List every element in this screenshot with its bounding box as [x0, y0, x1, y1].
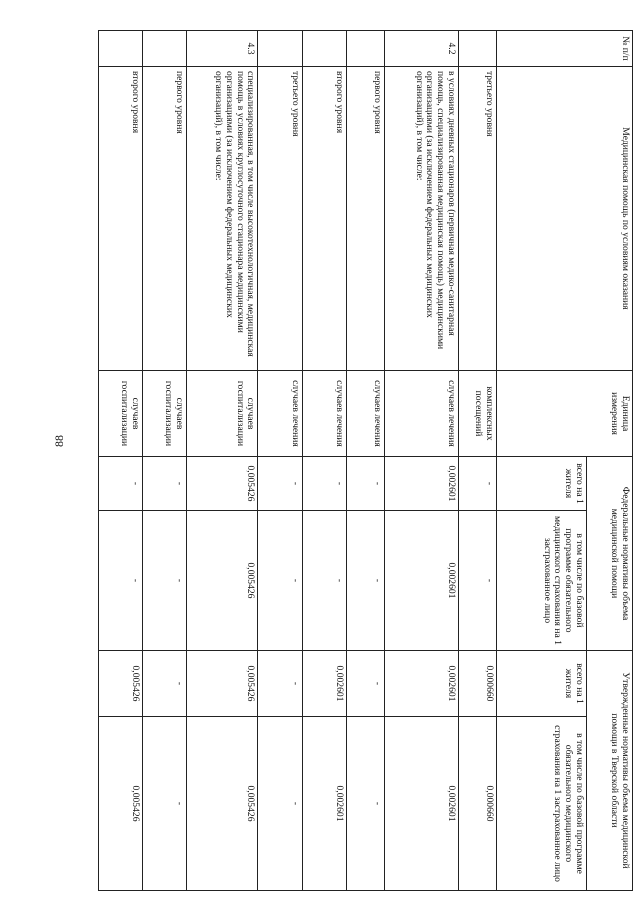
table-row: [143, 31, 187, 891]
table-row: [302, 31, 346, 891]
row-federal-oms: -: [302, 511, 346, 651]
table-row: [187, 31, 258, 891]
subheader-approved-oms: в том числе по базовой программе обязательного медицинского страхования на 1 застрахованное лицо: [496, 717, 586, 891]
row-approved-oms: -: [143, 717, 187, 891]
header-federal: Федеральные нормативы объема медицинской помощи: [586, 457, 632, 651]
norms-table: [98, 30, 633, 891]
row-federal-total: 0,002601: [385, 457, 458, 511]
row-federal-total: 0,005426: [187, 457, 258, 511]
row-approved-total: 0,002601: [302, 651, 346, 717]
table-row: [99, 31, 143, 891]
row-unit: случаев лечения: [258, 371, 302, 457]
row-name: в условиях дневных стационаров (первичная медико-санитарная помощь, специализированная медицинская помощь) медицинскими организациями (за исключением федеральных медицинских организаций), в том числе:: [385, 67, 458, 371]
row-federal-oms: -: [258, 511, 302, 651]
row-federal-total: -: [99, 457, 143, 511]
row-name: специализированная, в том числе высокотехнологичная, медицинская помощь в условиях круглосуточного стационара медицинскими организациями (за исключением федеральных медицинских организаций), в том числе:: [187, 67, 258, 371]
row-federal-oms: -: [346, 511, 385, 651]
row-approved-oms: 0,005426: [99, 717, 143, 891]
row-approved-oms: 0,000660: [458, 717, 496, 891]
subheader-federal-total: всего на 1 жителя: [496, 457, 586, 511]
row-approved-total: -: [346, 651, 385, 717]
row-approved-oms: 0,005426: [187, 717, 258, 891]
header-name: Медицинская помощь по условиям оказания: [496, 67, 632, 371]
row-federal-oms: -: [99, 511, 143, 651]
row-federal-oms: 0,005426: [187, 511, 258, 651]
row-name: третьего уровня: [458, 67, 496, 371]
row-unit: случаев госпитализации: [187, 371, 258, 457]
row-approved-total: 0,005426: [99, 651, 143, 717]
row-number: [143, 31, 187, 67]
row-federal-oms: -: [143, 511, 187, 651]
row-name: второго уровня: [99, 67, 143, 371]
row-number: [258, 31, 302, 67]
row-approved-total: -: [258, 651, 302, 717]
row-number: [346, 31, 385, 67]
row-number: [458, 31, 496, 67]
row-number: [302, 31, 346, 67]
table-row: [346, 31, 385, 891]
table-row: [385, 31, 458, 891]
row-federal-total: -: [258, 457, 302, 511]
row-federal-total: -: [346, 457, 385, 511]
row-number: 4.3: [187, 31, 258, 67]
rotated-table-container: [98, 30, 633, 890]
row-approved-total: 0,005426: [187, 651, 258, 717]
row-unit: случаев лечения: [346, 371, 385, 457]
row-name: первого уровня: [346, 67, 385, 371]
header-approved: Утвержденные нормативы объема медицинской помощи в Тверской области: [586, 651, 632, 891]
table-row: [258, 31, 302, 891]
row-number: 4.2: [385, 31, 458, 67]
row-approved-total: -: [143, 651, 187, 717]
row-federal-oms: -: [458, 511, 496, 651]
row-approved-oms: 0,002601: [302, 717, 346, 891]
row-name: первого уровня: [143, 67, 187, 371]
subheader-approved-total: всего на 1 жителя: [496, 651, 586, 717]
subheader-federal-oms: в том числе по базовой программе обязательного медицинского страхования на 1 застрахованное лицо: [496, 511, 586, 651]
row-federal-oms: 0,002601: [385, 511, 458, 651]
row-federal-total: -: [143, 457, 187, 511]
row-approved-oms: -: [346, 717, 385, 891]
row-name: третьего уровня: [258, 67, 302, 371]
row-unit: случаев лечения: [385, 371, 458, 457]
row-approved-total: 0,000660: [458, 651, 496, 717]
row-unit: случаев госпитализации: [99, 371, 143, 457]
row-approved-total: 0,002601: [385, 651, 458, 717]
row-federal-total: -: [302, 457, 346, 511]
row-approved-oms: 0,002601: [385, 717, 458, 891]
row-unit: случаев лечения: [302, 371, 346, 457]
row-unit: комплексных посещений: [458, 371, 496, 457]
row-federal-total: -: [458, 457, 496, 511]
header-num: № п/п: [496, 31, 632, 67]
row-name: второго уровня: [302, 67, 346, 371]
header-unit: Единица измерения: [496, 371, 632, 457]
row-approved-oms: -: [258, 717, 302, 891]
row-unit: случаев госпитализации: [143, 371, 187, 457]
table-row: [458, 31, 496, 891]
row-number: [99, 31, 143, 67]
page-number: 88: [52, 435, 66, 447]
